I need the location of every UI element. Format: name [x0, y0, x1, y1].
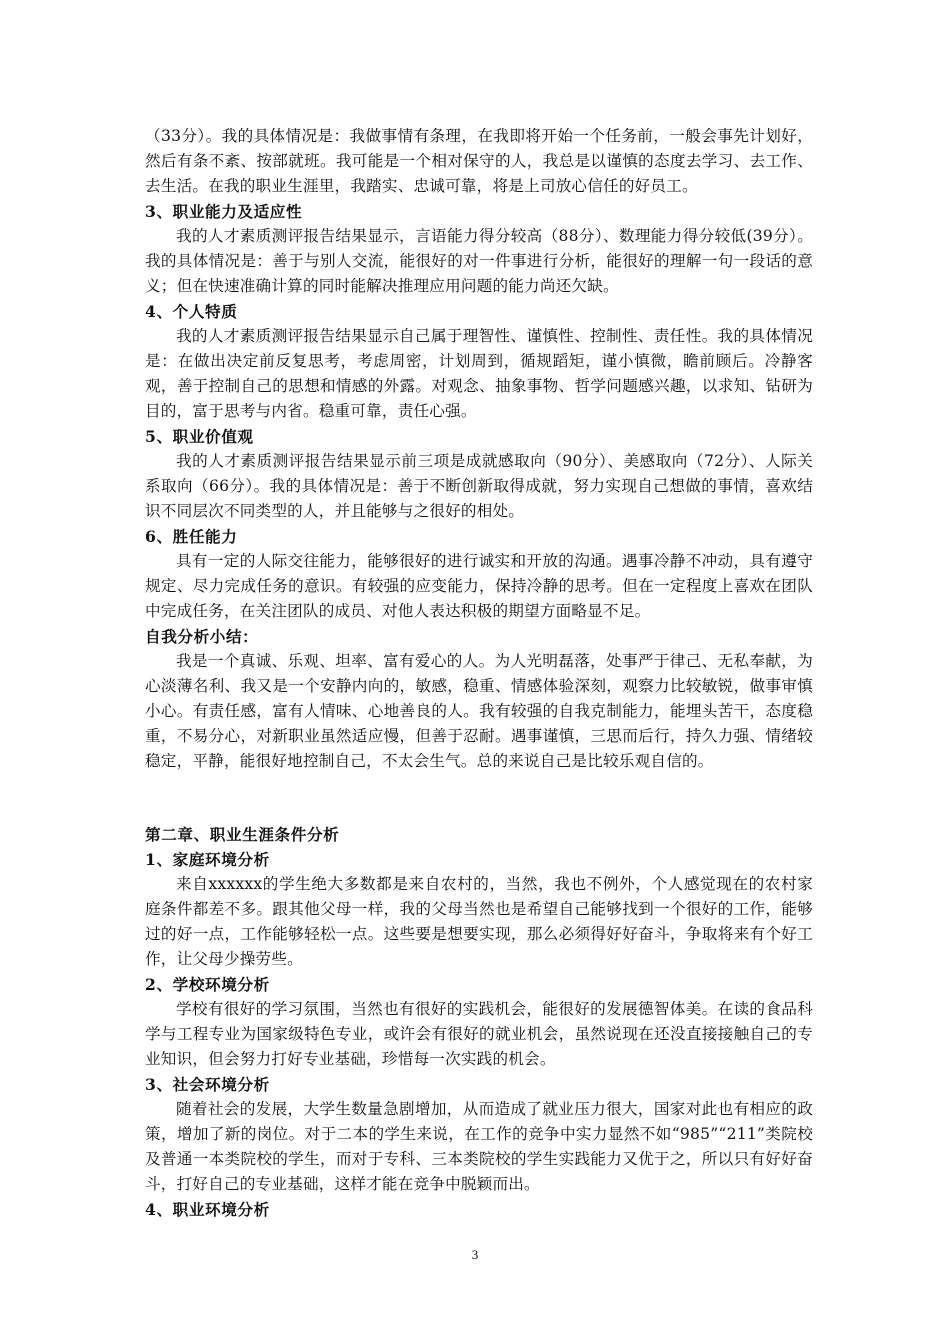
page-content — [145, 124, 813, 1222]
section-heading-family: 1、家庭环境分析 — [145, 850, 270, 869]
section-heading-society: 3、社会环境分析 — [145, 1075, 270, 1094]
section-body-career-ability: 我的人才素质测评报告结果显示，言语能力得分较高（88分）、数理能力得分较低(39分）。我的具体情况是：善于与别人交流，能很好的对一件事进行分析，能很好的理解一句一段话的意义；但在快速准确计算的同时能解决推理应用问题的能力尚还欠缺。 — [145, 227, 813, 295]
section-body-school: 学校有很好的学习氛围，当然也有很好的实践机会，能很好的发展德智体美。在读的食品科学与工程专业为国家级特色专业，或许会有很好的就业机会，虽然说现在还没直接接触自己的专业知识，但会努力打好专业基础，珍惜每一次实践的机会。 — [145, 1000, 813, 1068]
section-heading-self-summary: 自我分析小结： — [145, 627, 259, 646]
section-heading-competency: 6、胜任能力 — [145, 527, 238, 546]
section-body-personal-traits: 我的人才素质测评报告结果显示自己属于理智性、谨慎性、控制性、责任性。我的具体情况是：在做出决定前反复思考，考虑周密，计划周到，循规蹈矩，谨小慎微，瞻前顾后。冷静客观，善于控制自己的思想和情感的外露。对观念、抽象事物、哲学问题感兴趣，以求知、钻研为目的，富于思考与内省。稳重可靠，责任心强。 — [145, 327, 813, 420]
section-body-competency: 具有一定的人际交往能力，能够很好的进行诚实和开放的沟通。遇事冷静不冲动，具有遵守规定、尽力完成任务的意识。有较强的应变能力，保持冷静的思考。但在一定程度上喜欢在团队中完成任务，在关注团队的成员、对他人表达积极的期望方面略显不足。 — [145, 552, 813, 620]
chapter-title: 第二章、职业生涯条件分析 — [145, 825, 340, 844]
page-number: 3 — [471, 1247, 479, 1262]
section-heading-career-values: 5、职业价值观 — [145, 427, 254, 446]
section-heading-school: 2、学校环境分析 — [145, 975, 270, 994]
section-body-career-values: 我的人才素质测评报告结果显示前三项是成就感取向（90分）、美感取向（72分）、人际关系取向（66分）。我的具体情况是：善于不断创新取得成就，努力实现自己想做的事情，喜欢结识不同层次不同类型的人，并且能够与之很好的相处。 — [145, 452, 813, 520]
paragraph-continued: （33分）。我的具体情况是：我做事情有条理，在我即将开始一个任务前，一般会事先计划好，然后有条不紊、按部就班。我可能是一个相对保守的人，我总是以谨慎的态度去学习、去工作、去生活。在我的职业生涯里，我踏实、忠诚可靠，将是上司放心信任的好员工。 — [145, 127, 813, 195]
section-heading-profession: 4、职业环境分析 — [145, 1200, 270, 1219]
section-heading-personal-traits: 4、个人特质 — [145, 302, 238, 321]
section-body-self-summary: 我是一个真诚、乐观、坦率、富有爱心的人。为人光明磊落，处事严于律己、无私奉献，为心淡薄名利、我又是一个安静内向的，敏感，稳重、情感体验深刻，观察力比较敏锐，做事审慎小心。有责任感，富有人情味、心地善良的人。我有较强的自我克制能力，能埋头苦干，态度稳重，不易分心，对新职业虽然适应慢，但善于忍耐。遇事谨慎，三思而后行，持久力强、情绪较稳定，平静，能很好地控制自己，不太会生气。总的来说自己是比较乐观自信的。 — [145, 652, 813, 770]
section-heading-career-ability: 3、职业能力及适应性 — [145, 202, 303, 221]
section-body-family: 来自xxxxxx的学生绝大多数都是来自农村的，当然，我也不例外，个人感觉现在的农村家庭条件都差不多。跟其他父母一样，我的父母当然也是希望自己能够找到一个很好的工作，能够过的好一点，工作能够轻松一点。这些要是想要实现，那么必须得好好奋斗，争取将来有个好工作，让父母少操劳些。 — [145, 875, 813, 968]
section-body-society: 随着社会的发展，大学生数量急剧增加，从而造成了就业压力很大，国家对此也有相应的政策，增加了新的岗位。对于二本的学生来说，在工作的竞争中实力显然不如“985”“211”类院校及普通一本类院校的学生，而对于专科、三本类院校的学生实践能力又优于之，所以只有好好奋斗，打好自己的专业基础，这样才能在竞争中脱颖而出。 — [145, 1100, 813, 1193]
